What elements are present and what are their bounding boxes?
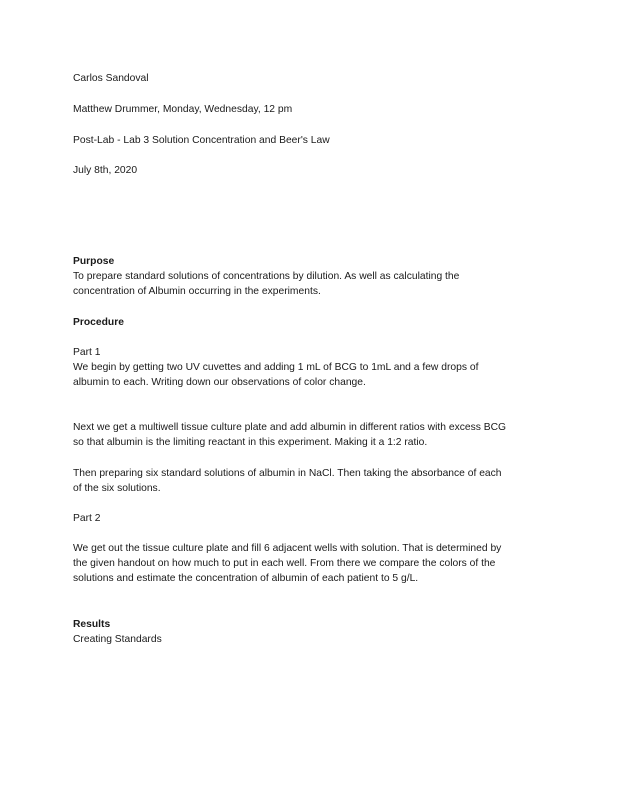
document-date: July 8th, 2020	[73, 165, 138, 176]
author-name: Carlos Sandoval	[73, 73, 149, 84]
procedure-paragraph-line: Next we get a multiwell tissue culture plate and add albumin in different ratios with excess BCG	[73, 422, 507, 433]
results-heading: Results	[73, 619, 111, 630]
part1-line: albumin to each. Writing down our observations of color change.	[73, 377, 366, 388]
results-subheading: Creating Standards	[73, 634, 162, 645]
purpose-heading: Purpose	[73, 256, 115, 267]
part2-line: the given handout on how much to put in each well. From there we compare the colors of the	[73, 558, 496, 569]
part2-label: Part 2	[73, 513, 101, 524]
instructor-line: Matthew Drummer, Monday, Wednesday, 12 pm	[73, 104, 293, 115]
purpose-line: concentration of Albumin occurring in the experiments.	[73, 286, 321, 297]
document-title: Post-Lab - Lab 3 Solution Concentration and Beer's Law	[73, 135, 330, 146]
procedure-paragraph-line: Then preparing six standard solutions of albumin in NaCl. Then taking the absorbance of each	[73, 468, 502, 479]
procedure-paragraph-line: of the six solutions.	[73, 483, 161, 494]
part2-line: We get out the tissue culture plate and fill 6 adjacent wells with solution. That is determined by	[73, 543, 502, 554]
purpose-line: To prepare standard solutions of concentrations by dilution. As well as calculating the	[73, 271, 460, 282]
part1-label: Part 1	[73, 347, 101, 358]
procedure-heading: Procedure	[73, 317, 124, 328]
part1-line: We begin by getting two UV cuvettes and adding 1 mL of BCG to 1mL and a few drops of	[73, 362, 479, 373]
procedure-paragraph-line: so that albumin is the limiting reactant in this experiment. Making it a 1:2 ratio.	[73, 437, 428, 448]
part2-line: solutions and estimate the concentration of albumin of each patient to 5 g/L.	[73, 573, 419, 584]
